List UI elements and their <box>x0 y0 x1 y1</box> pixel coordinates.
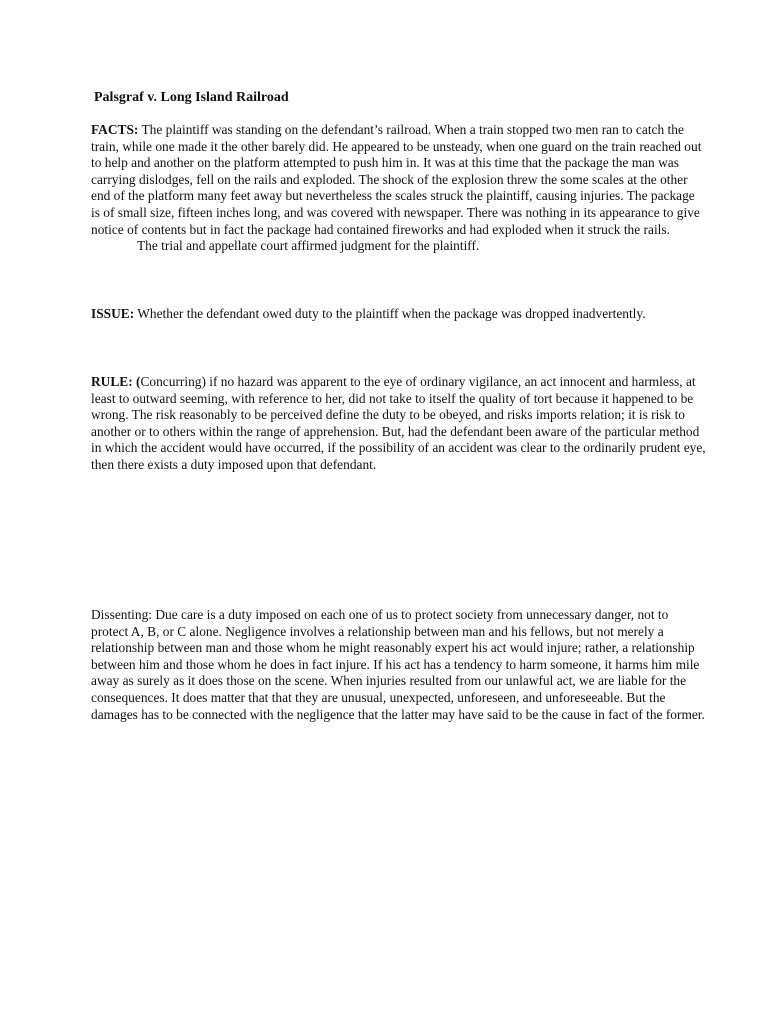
rule-label: RULE: ( <box>91 374 141 389</box>
dissent-paragraph <box>91 607 706 723</box>
issue-text: Whether the defendant owed duty to the plaintiff when the package was dropped inadvertently. <box>134 306 646 321</box>
facts-text: The plaintiff was standing on the defendant’s railroad. When a train stopped two men ran to catch the train, while one made it the other barely did. He appeared to be unsteady, when one guard on the train reached out to help and another on the platform attempted to push him in. It was at this time that the package the man was carrying dislodges, fell on the rails and exploded. The shock of the explosion threw the some scales at the other end of the platform many feet away but nevertheless the scales struck the plaintiff, causing injuries. The package is of small size, fifteen inches long, and was covered with newspaper. There was nothing in its appearance to give notice of contents but in fact the package had contained fireworks and had exploded when it struck the rails. <box>91 122 702 237</box>
rule-paragraph <box>91 374 706 474</box>
issue-paragraph <box>91 306 706 323</box>
issue-label: ISSUE: <box>91 306 135 321</box>
facts-continuation: The trial and appellate court affirmed judgment for the plaintiff. <box>137 238 480 254</box>
facts-paragraph <box>91 122 706 255</box>
dissent-text: Dissenting: Due care is a duty imposed on each one of us to protect society from unnecessary danger, not to protect A, B, or C alone. Negligence involves a relationship between man and his fellows, but not merely a relationship between man and those whom he might reasonably expert his act would injure; rather, a relationship between him and those whom he does in fact injure. If his act has a tendency to harm someone, it harms him mile away as surely as it does those on the scene. When injuries resulted from our unlawful act, we are liable for the consequences. It does matter that that they are unusual, unexpected, unforeseen, and unforeseeable. But the damages has to be connected with the negligence that the latter may have said to be the cause in fact of the former. <box>91 607 705 722</box>
facts-label: FACTS: <box>91 122 139 137</box>
case-title: Palsgraf v. Long Island Railroad <box>94 90 289 105</box>
rule-text: Concurring) if no hazard was apparent to the eye of ordinary vigilance, an act innocent and harmless, at least to outward seeming, with reference to her, did not take to itself the quality of tort because it happened to be wrong. The risk reasonably to be perceived define the duty to be obeyed, and risks imports relation; it is risk to another or to others within the range of apprehension. But, had the defendant been aware of the particular method in which the accident would have occurred, if the possibility of an accident was clear to the ordinarily prudent eye, then there exists a duty imposed upon that defendant. <box>91 374 706 472</box>
